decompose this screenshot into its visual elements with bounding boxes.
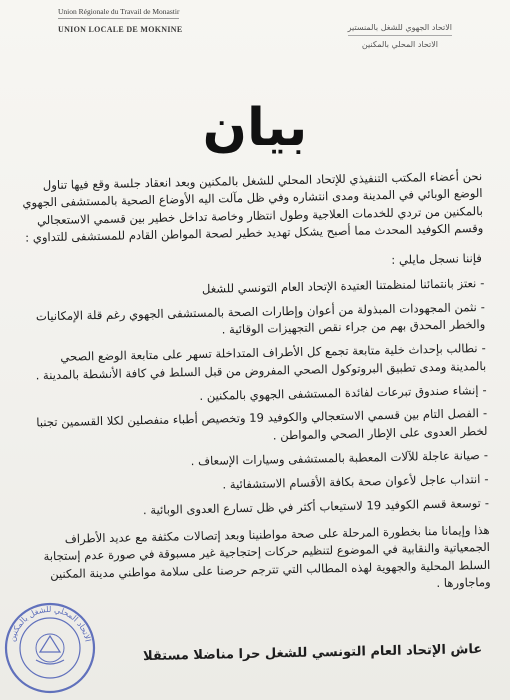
letterhead-arabic-local: الاتحاد المحلي بالمكنين: [361, 40, 438, 49]
list-item: -نثمن المجهودات المبذولة من أعوان وإطارات الصحة بالمستشفى الجهوي رغم قلة الإمكانيات والخطر المحدق بهم من جراء نقص التجهيزات الوقائية .: [35, 299, 486, 337]
list-item: -نعتز بانتمائنا لمنظمتنا العتيدة الإتحاد العام التونسي للشغل: [201, 276, 485, 296]
closing-paragraph: هذا وإيمانا منا بخطورة المرحلة على صحة مواطنينا وبعد إتصالات مكثفة مع عديد الأطراف الجمعياتية والنقابية في الموضوع لتنظيم حركات إحتجاجية غير مسبوقة في صورة عدم إستجابة السلط المحلية والجهوية لهذه المطالب التي تترجم حرصنا على سلامة مواطني مدينة المكنين وماجاورها .: [43, 522, 491, 591]
letterhead-line-local: UNION LOCALE DE MOKNINE: [58, 25, 183, 34]
signoff-slogan: عاش الإتحاد العام التونسي للشغل حرا مناضلا مستقلا: [142, 642, 483, 665]
list-item: -صيانة عاجلة للآلات المعطبة بالمستشفى وسيارات الإسعاف .: [190, 447, 489, 468]
demands-list: [22, 275, 489, 522]
list-item: -توسعة قسم الكوفيد 19 لاستيعاب أكثر في ظل تسارع العدوى الوبائية .: [142, 495, 490, 517]
list-item: -إنشاء صندوق تبرعات لفائدة المستشفى الجهوي بالمكنين .: [199, 382, 487, 403]
statement-body: [20, 168, 491, 601]
list-item: -انتداب عاجل لأعوان صحة بكافة الأقسام الاستشفائية .: [222, 471, 489, 492]
lead-line: فإننا نسجل مايلي :: [391, 250, 483, 267]
union-stamp-icon: [2, 600, 98, 696]
letterhead-french: [58, 6, 278, 35]
stamp-text: الاتحاد المحلي للشغل بالمكنين: [7, 605, 93, 643]
letterhead-line-regional: Union Régionale du Travail de Monastir: [58, 6, 179, 19]
letterhead-arabic: [252, 22, 452, 51]
letterhead-arabic-regional: الاتحاد الجهوي للشغل بالمنستير: [348, 22, 452, 36]
document-title: بيان: [202, 98, 308, 158]
intro-paragraph: نحن أعضاء المكتب التنفيذي للإتحاد المحلي للشغل بالمكنين وبعد انعقاد جلسة وقع فيها تناول الوضع الوبائي في المدينة ومدى انتشاره وفي ظل مآلت اليه الأوضاع الصحية بالمستشفى الجهوي بالمكنين من تردي للخدمات العلاجية وطول انتظار وخاصة تداخل خطير بين قسمي الاستعجالي وقسم الكوفيد المحدث مما أصبح يشكل تهديد خطير لصحة المواطن القادم للمستشفى للتداوي :: [22, 168, 484, 245]
list-item: -الفصل التام بين قسمي الاستعجالي والكوفيد 19 وتخصيص أطباء منفصلين لكلا القسمين تجنبا لخطر العدوى على الإطار الصحي والمواطن .: [36, 406, 488, 443]
list-item: -نطالب بإحداث خلية متابعة تجمع كل الأطراف المتداخلة تسهر على متابعة الوضع الصحي بالمدينة ومدى تطبيق البروتوكول الصحي المفروض من قبل السلط في كافة الأنشطة بالمدينة .: [35, 341, 487, 383]
